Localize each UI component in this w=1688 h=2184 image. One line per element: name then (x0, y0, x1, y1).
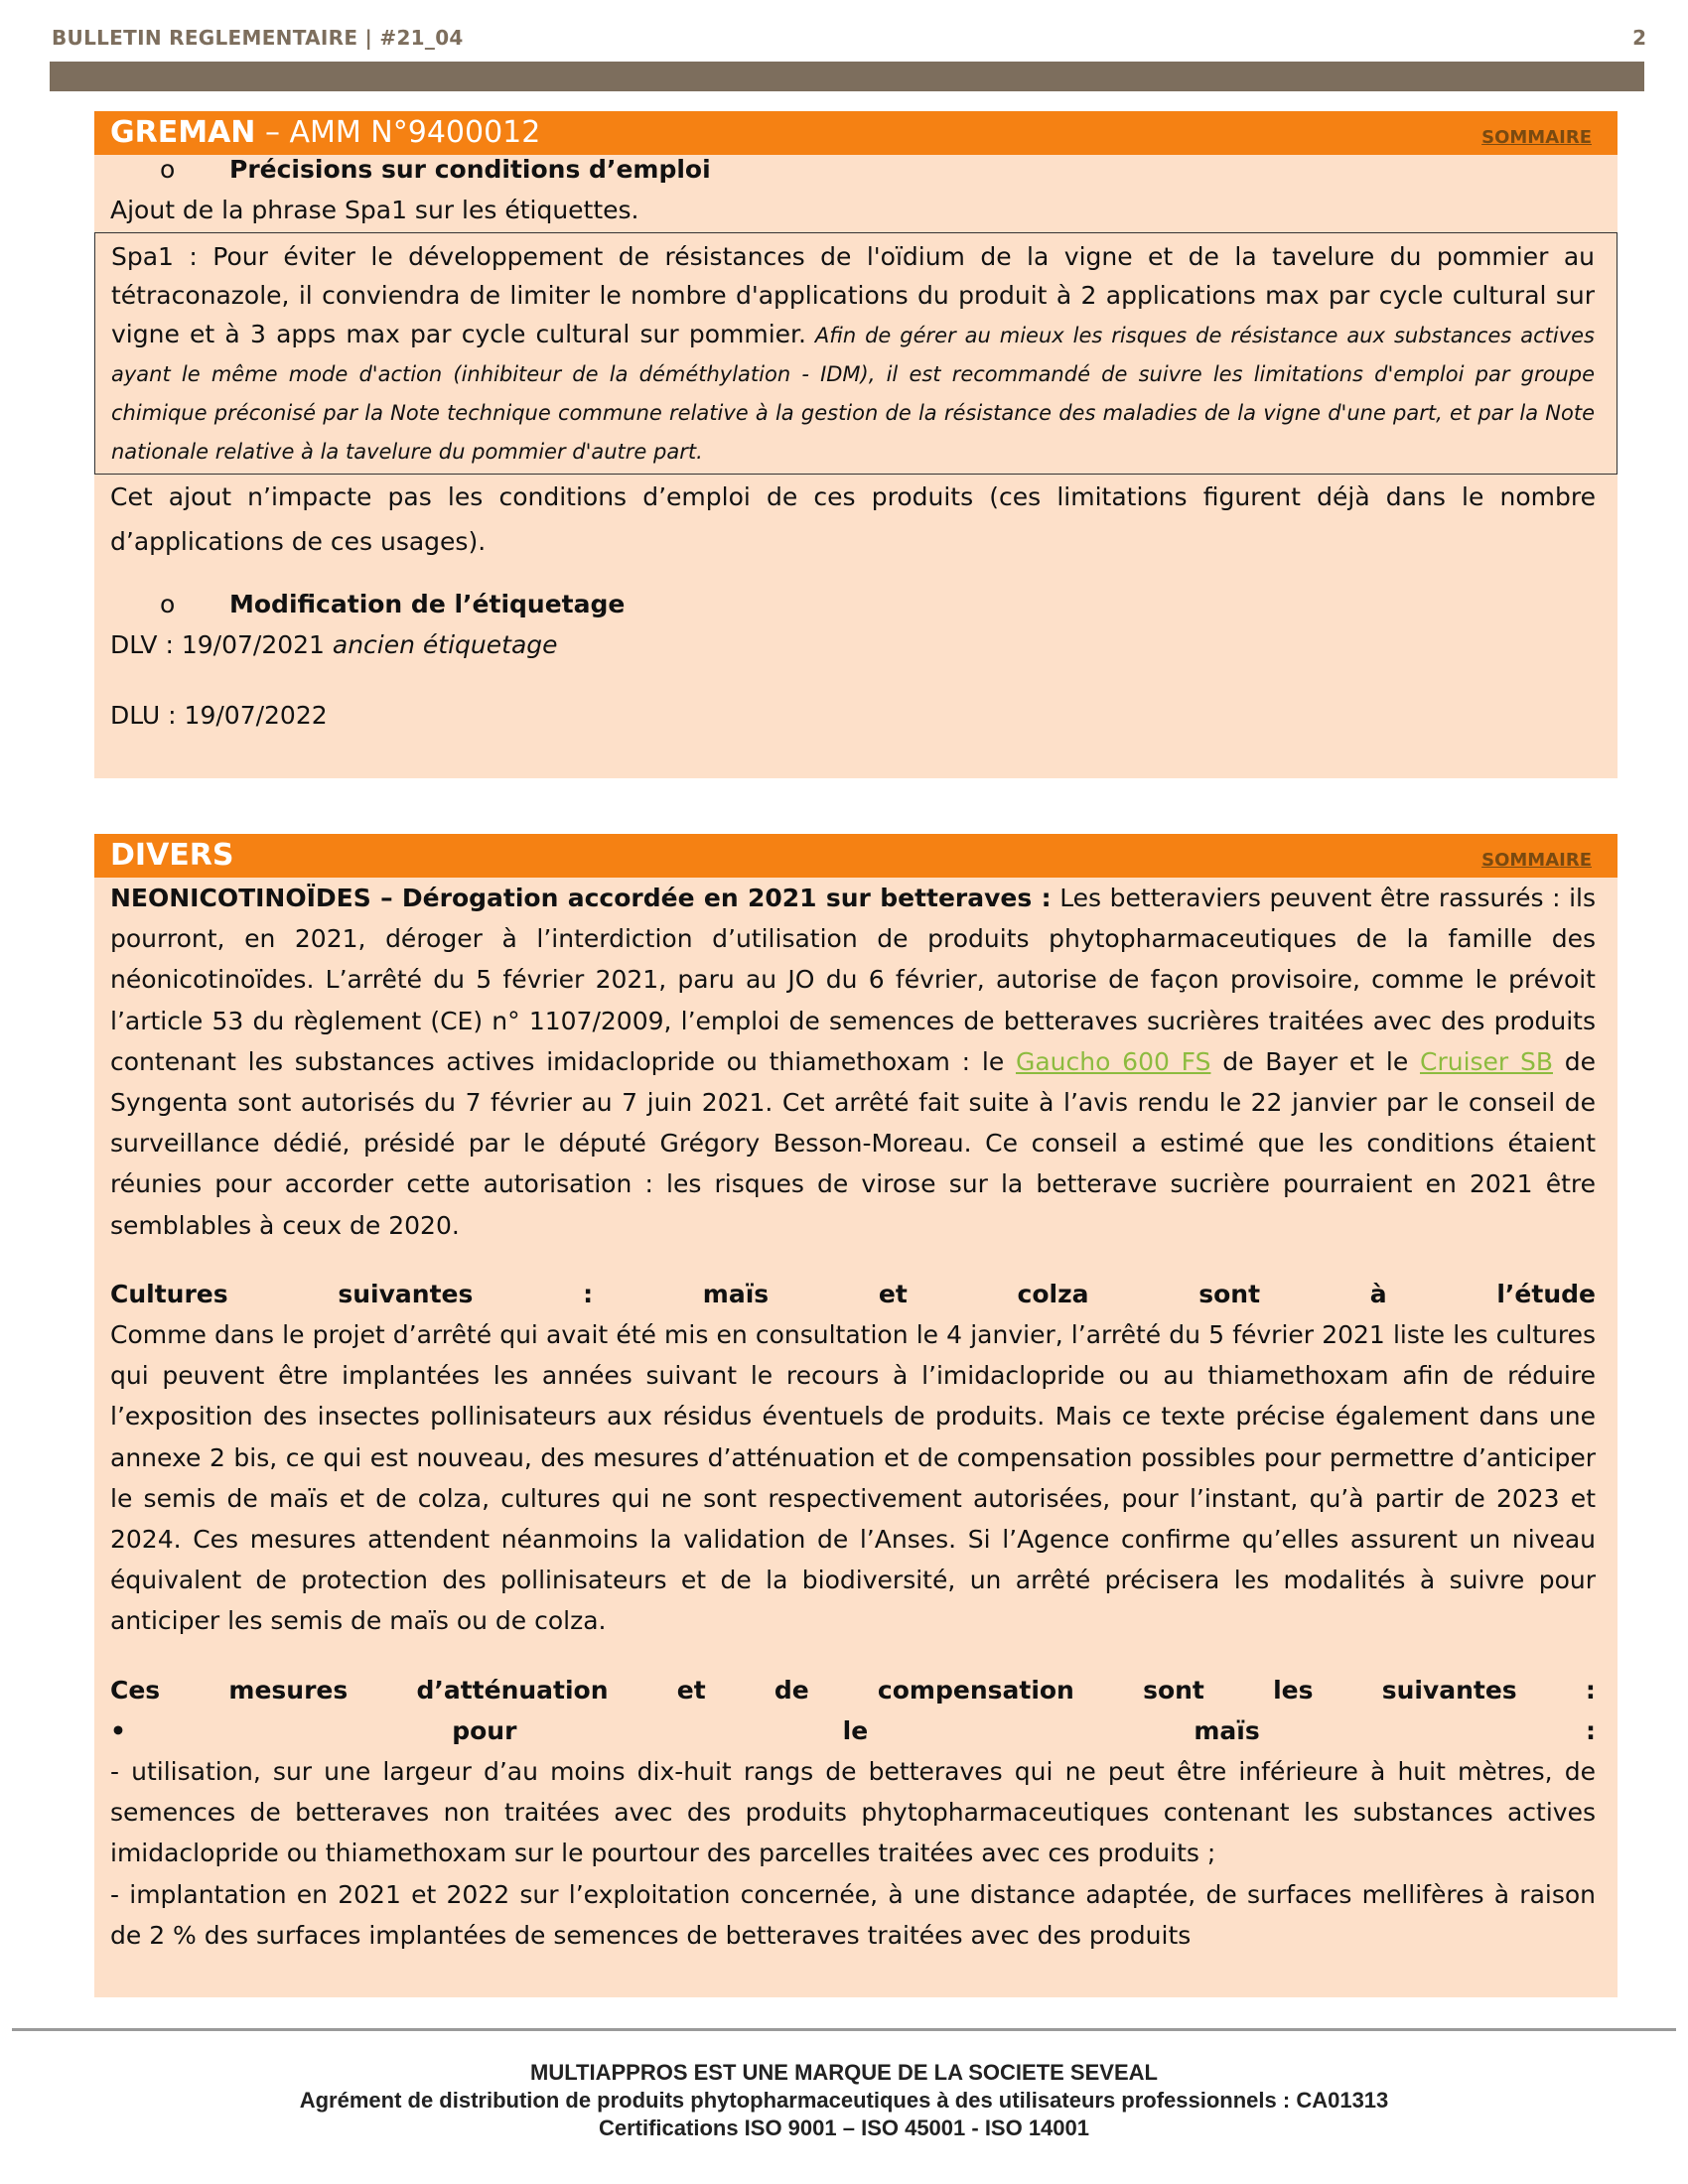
paragraph: Ajout de la phrase Spa1 sur les étiquettes. (110, 196, 639, 224)
cruiser-link[interactable]: Cruiser SB (1419, 1046, 1553, 1076)
section-header (94, 111, 1618, 155)
sommaire-link[interactable]: SOMMAIRE (1481, 127, 1592, 148)
footer-brand: MULTIAPPROS EST UNE MARQUE DE LA SOCIETE SEVEAL (530, 2060, 1158, 2085)
dlv-line: DLV : 19/07/2021 ancien étiquetage (110, 630, 558, 659)
section-greman (94, 111, 1618, 778)
section-body (94, 149, 1618, 736)
paragraph-mesure-1: - utilisation, sur une largeur d’au moins dix-huit rangs de betteraves qui ne peut être inférieure à huit mètres, de semences de betteraves non traitées avec des produits phytopharmaceutiques contenant les substances actives imidaclopride ou thiamethoxam sur le pourtour des parcelles traitées avec ces produits ; (110, 1757, 1596, 1868)
paragraph-mesure-2: - implantation en 2021 et 2022 sur l’exploitation concernée, à une distance adaptée, de surfaces mellifères à raison de 2 % des surfaces implantées de semences de betteraves traitées avec des produits (110, 1879, 1596, 1950)
page-number: 2 (1632, 26, 1646, 50)
section-body (94, 878, 1618, 1956)
paragraph-cultures: Comme dans le projet d’arrêté qui avait été mis en consultation le 4 janvier, l’arrêté du 5 février 2021 liste les cultures qui peuvent être implantées les années suivant le recours à l’imidaclopride ou au thiamethoxam afin de réduire l’exposition des insectes pollinisateurs aux résidus éventuels de produits. Mais ce texte précise également dans une annexe 2 bis, ce qui est nouveau, des mesures d’atténuation et de compensation possibles pour permettre d’anticiper le semis de maïs et de colza, cultures qui ne sont respectivement autorisées, pour l’instant, qu’à partir de 2023 et 2024. Ces mesures attendent néanmoins la validation de l’Anses. Si l’Agence confirme qu’elles assurent un niveau équivalent de protection des pollinisateurs et de la biodiversité, un arrêté précisera les modalités à suivre pour anticiper les semis de maïs ou de colza. (110, 1320, 1596, 1636)
footer-divider (12, 2028, 1676, 2031)
section-title: DIVERS (110, 838, 234, 873)
bullet-heading: o Précisions sur conditions d’emploi (160, 149, 1596, 190)
bullet-heading: o Modification de l’étiquetage (160, 584, 1596, 624)
section-header (94, 834, 1618, 878)
gaucho-link[interactable]: Gaucho 600 FS (1015, 1046, 1211, 1076)
paragraph-neonicotinoides: NEONICOTINOÏDES – Dérogation accordée en 2021 sur betteraves : Les betteraviers peuvent être rassurés : ils pourront, en 2021, déroger à l’interdiction d’utilisation de produits phytopharmaceutiques de la famille des néonicotinoïdes. L’arrêté du 5 février 2021, paru au JO du 6 février, autorise de façon provisoire, comme le prévoit l’article 53 du règlement (CE) n° 1107/2009, l’emploi de semences de betteraves sucrières traitées avec des produits contenant les substances actives imidaclopride ou thiamethoxam : le Gaucho 600 FS de Bayer et le Cruiser SB de Syngenta sont autorisés du 7 février au 7 juin 2021. Cet arrêté fait suite à l’avis rendu le 22 janvier par le conseil de surveillance dédié, présidé par le député Grégory Besson-Moreau. Ce conseil a estimé que les conditions étaient réunies pour accorder cette autorisation : les risques de virose sur la betterave sucrière pourraient en 2021 être semblables à ceux de 2020. (110, 884, 1597, 1240)
sommaire-link[interactable]: SOMMAIRE (1481, 850, 1592, 871)
section-title: GREMAN – AMM N°9400012 (110, 115, 541, 150)
footer-certifications: Certifications ISO 9001 – ISO 45001 - ISO 14001 (598, 2116, 1090, 2140)
heading-pour-le-mais: • pour le maïs : (110, 1715, 1596, 1745)
bullet-icon: o (160, 590, 176, 618)
section-divers (94, 834, 1618, 1997)
spa1-box: Spa1 : Pour éviter le développement de résistances de l'oïdium de la vigne et de la tavelure du pommier au tétraconazole, il conviendra de limiter le nombre d'applications du produit à 2 applications max par cycle cultural sur vigne et à 3 apps max par cycle cultural sur pommier. Afin de gérer au mieux les risques de résistance aux substances actives ayant le même mode d'action (inhibiteur de la déméthylation - IDM), il est recommandé de suivre les limitations d'emploi par groupe chimique préconisé par la Note technique commune relative à la gestion de la résistance des maladies de la vigne d'une part, et par la Note nationale relative à la tavelure du pommier d'autre part. (94, 232, 1618, 475)
paragraph: Cet ajout n’impacte pas les conditions d’emploi de ces produits (ces limitations figurent déjà dans le nombre d’applications de ces usages). (110, 482, 1596, 556)
bulletin-title: BULLETIN REGLEMENTAIRE | #21_04 (52, 26, 464, 50)
bullet-icon: o (160, 155, 176, 184)
footer-agrement: Agrément de distribution de produits phytopharmaceutiques à des utilisateurs professionnels : CA01313 (299, 2088, 1389, 2113)
heading-mesures: Ces mesures d’atténuation et de compensation sont les suivantes : (110, 1675, 1596, 1705)
heading-cultures-suivantes: Cultures suivantes : maïs et colza sont à l’étude (110, 1279, 1596, 1308)
header-bar (50, 62, 1644, 91)
dlu-line: DLU : 19/07/2022 (110, 701, 328, 730)
